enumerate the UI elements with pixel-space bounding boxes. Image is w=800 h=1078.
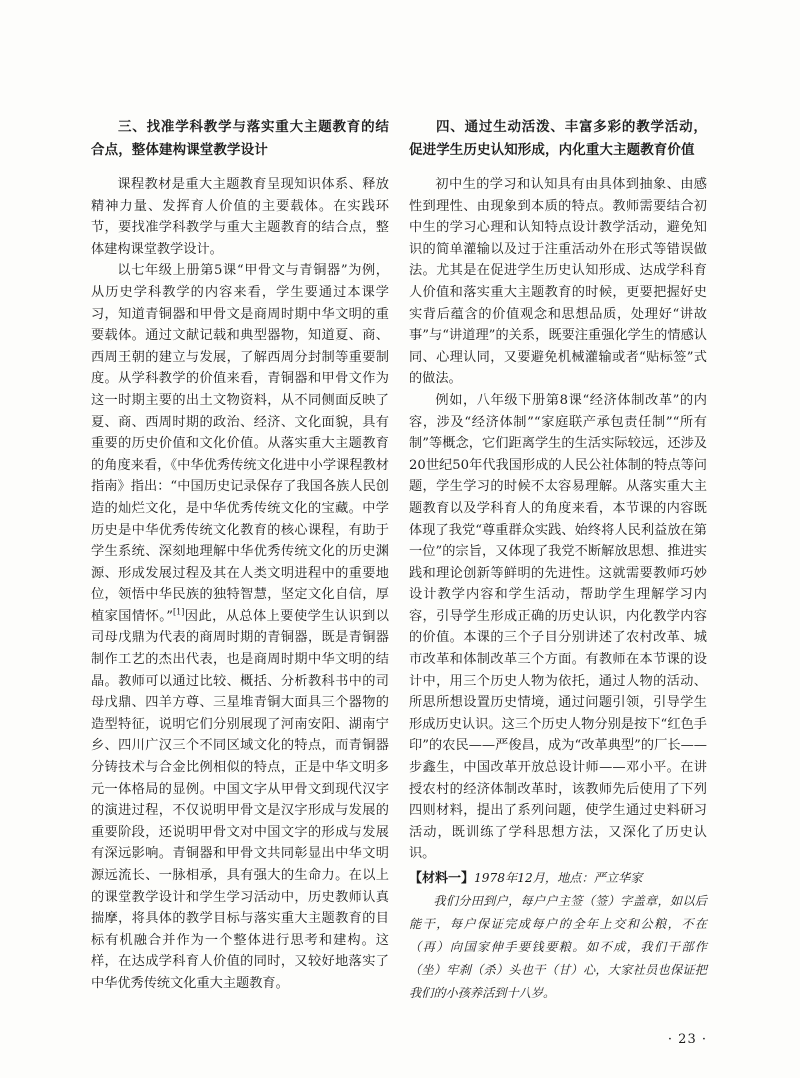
material-label: 【材料一】 xyxy=(409,871,475,886)
material-header xyxy=(409,867,707,890)
left-column xyxy=(91,116,389,995)
section-heading-4: 四、通过生动活泼、丰富多彩的教学活动，促进学生历史认知形成，内化重大主题教育价值 xyxy=(409,119,707,158)
paragraph-text: 以七年级上册第5课“甲骨文与青铜器”为例，从历史学科教学的内容来看，学生要通过本课学习，知道青铜器和甲骨文是商周时期中华文明的重要载体。通过文献记载和典型器物，知道夏、商、西周王朝的建立与发展，了解西周分封制等重要制度。从学科教学的价值来看，青铜器和甲骨文作为这一时期主要的出土文物资料，从不同侧面反映了夏、商、西周时期的政治、经济、文化面貌，具有重要的历史价值和文化价值。从落实重大主题教育的角度来看，《中华优秀传统文化进中小学课程教材指南》指出：“中国历史记录保存了我国各族人民创造的灿烂文化，是中华优秀传统文化的宝藏。中学历史是中华优秀传统文化教育的核心课程，有助于学生系统、深刻地理解中华优秀传统文化的历史渊源、形成发展过程及其在人类文明进程中的重要地位，领悟中华民族的独特智慧，坚定文化自信，厚植家国情怀。” xyxy=(91,263,389,624)
right-column xyxy=(409,116,707,1005)
paragraph xyxy=(91,260,389,994)
paragraph-text: 因此，从总体上要使学生认识到以司母戊鼎为代表的商周时期的青铜器，既是青铜器制作工艺的杰出代表，也是商周时期中华文明的结晶。教师可以通过比较、概括、分析教科书中的司母戊鼎、四羊方尊、三星堆青铜大面具三个器物的造型特征，说明它们分别展现了河南安阳、湖南宁乡、四川广汉三个不同区域文化的特点，而青铜器分铸技术与合金比例相似的特点，正是中华文明多元一体格局的显例。中国文字从甲骨文到现代汉字的演进过程，不仅说明甲骨文是汉字形成与发展的重要阶段，还说明甲骨文对中国文字的形成与发展有深远影响。青铜器和甲骨文共同彰显出中华文明源远流长、一脉相承，具有强大的生命力。在以上的课堂教学设计和学生学习活动中，历史教师认真揣摩，将具体的教学目标与落实重大主题教育的目标有机融合并作为一个整体进行思考和建构。这样，在达成学科育人价值的同时，又较好地落实了中华优秀传统文化重大主题教育。 xyxy=(91,608,389,991)
section-heading-3: 三、找准学科教学与落实重大主题教育的结合点，整体建构课堂教学设计 xyxy=(91,119,389,158)
paragraph: 课程教材是重大主题教育呈现知识体系、释放精神力量、发挥育人价值的主要载体。在实践环节，要找准学科教学与重大主题教育的结合点，整体建构课堂教学设计。 xyxy=(91,177,389,257)
material-block xyxy=(409,867,707,1005)
paragraph: 初中生的学习和认知具有由具体到抽象、由感性到理性、由现象到本质的特点。教师需要结合初中生的学习心理和认知特点设计教学活动，避免知识的简单灌输以及过于注重活动外在形式等错误做法。尤其是在促进学生历史认知形成、达成学科育人价值和落实重大主题教育的时候，更要把握好史实背后蕴含的价值观念和思想品质，处理好“讲故事”与“讲道理”的关系，既要注重强化学生的情感认同、心理认同，又要避免机械灌输或者“贴标签”式的做法。 xyxy=(409,177,707,387)
page-number: · 23 · xyxy=(667,1032,707,1047)
citation-marker: [1] xyxy=(173,607,185,617)
material-body: 我们分田到户，每户户主签（签）字盖章，如以后能干，每户保证完成每户的全年上交和公粮，不在（再）向国家伸手要钱要粮。如不成，我们干部作（坐）牢刹（杀）头也干（甘）心，大家社员也保证把我们的小孩养活到十八岁。 xyxy=(409,894,707,1000)
material-intro: 1978年12月，地点：严立华家 xyxy=(474,871,643,885)
paragraph: 例如，八年级下册第8课“经济体制改革”的内容，涉及“经济体制”“家庭联产承包责任制”“所有制”等概念，它们距离学生的生活实际较远，还涉及20世纪50年代我国形成的人民公社体制的特点等问题，学生学习的时候不太容易理解。从落实重大主题教育以及学科育人的角度来看，本节课的内容既体现了我党“尊重群众实践、始终将人民利益放在第一位”的宗旨，又体现了我党不断解放思想、推进实践和理论创新等鲜明的先进性。这就需要教师巧妙设计教学内容和学生活动，帮助学生理解学习内容，引导学生形成正确的历史认识，内化教学内容的价值。本课的三个子目分别讲述了农村改革、城市改革和体制改革三个方面。有教师在本节课的设计中，用三个历史人物为依托，通过人物的活动、所思所想设置历史情境，通过问题引领，引导学生形成历史认识。这三个历史人物分别是按下“红色手印”的农民——严俊昌，成为“改革典型”的厂长——步鑫生，中国改革开放总设计师——邓小平。在讲授农村的经济体制改革时，该教师先后使用了下列四则材料，提出了系列问题，使学生通过史料研习活动，既训练了学科思想方法，又深化了历史认识。 xyxy=(409,392,707,862)
